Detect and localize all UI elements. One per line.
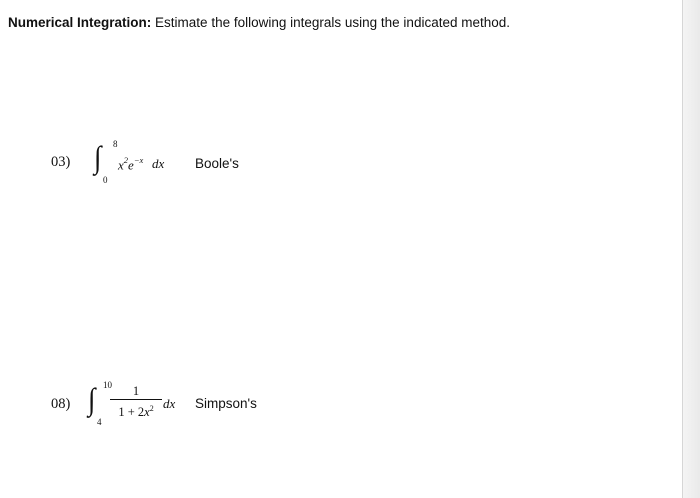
- problem-number: 08): [51, 396, 71, 412]
- integral-sign: ∫: [94, 139, 102, 175]
- problem-03: [0, 130, 680, 210]
- denominator-lead: 1 + 2: [118, 405, 145, 420]
- fraction-bar: [110, 399, 162, 400]
- upper-limit: 10: [103, 380, 112, 390]
- integrand-e: e: [128, 157, 134, 173]
- heading-text: Estimate the following integrals using the indicated method.: [155, 15, 511, 30]
- differential: dx: [152, 156, 165, 171]
- fraction-numerator: 1: [132, 384, 140, 398]
- page-edge-scrollbar: [682, 0, 700, 498]
- differential: dx: [163, 396, 176, 411]
- method-label: Simpson's: [195, 396, 257, 411]
- lower-limit: 0: [103, 175, 108, 185]
- heading-label: Numerical Integration:: [8, 15, 152, 30]
- integrand-fraction: [110, 384, 162, 420]
- denominator-exponent: 2: [149, 404, 154, 413]
- integrand-base-exponent: 2: [123, 155, 129, 165]
- problem-number: 03): [51, 154, 71, 170]
- denominator-var: x: [144, 405, 150, 420]
- problem-08: [0, 370, 680, 450]
- integrand-base: x: [118, 157, 124, 173]
- upper-limit: 8: [113, 139, 118, 149]
- integrand: [118, 156, 143, 173]
- integral-sign: ∫: [88, 381, 96, 417]
- lower-limit: 4: [97, 417, 102, 427]
- fraction-denominator: [110, 402, 162, 420]
- method-label: Boole's: [195, 156, 239, 171]
- integrand-e-exponent: −x: [133, 155, 144, 165]
- heading: [8, 15, 510, 30]
